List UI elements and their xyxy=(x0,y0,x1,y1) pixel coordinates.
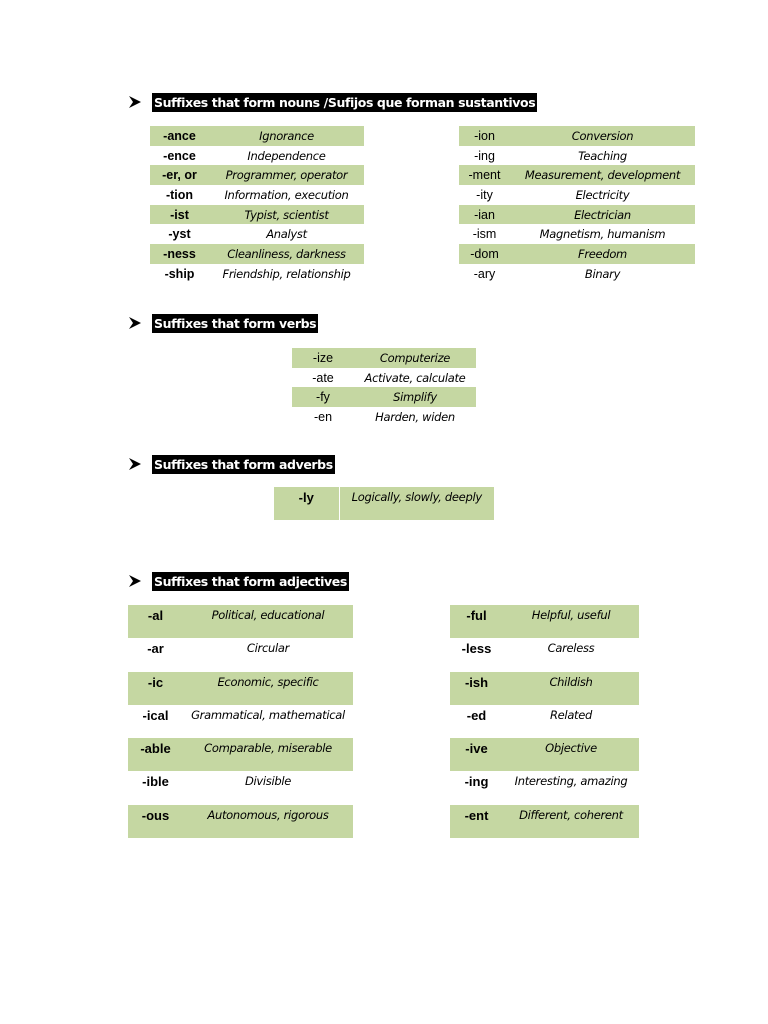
examples-cell: Freedom xyxy=(510,244,695,264)
table-row xyxy=(450,672,639,705)
suffix-cell: -less xyxy=(461,641,492,657)
examples-cell: Independence xyxy=(247,148,326,163)
suffix-cell: -ity xyxy=(476,187,493,202)
table-row xyxy=(128,805,353,838)
nouns-heading: Suffixes that form nouns /Sufijos que forman sustantivos xyxy=(154,94,536,110)
suffix-cell: -ship xyxy=(164,266,195,281)
suffix-cell: -tion xyxy=(165,187,194,202)
suffix-cell: -ness xyxy=(150,244,209,264)
table-row xyxy=(150,146,364,166)
examples-cell: Computerize xyxy=(354,348,476,368)
table-row xyxy=(459,126,695,146)
examples-cell: Magnetism, humanism xyxy=(539,227,666,242)
examples-cell: Related xyxy=(549,707,593,722)
table-row xyxy=(150,185,364,205)
table-row xyxy=(292,368,476,388)
examples-cell: Cleanliness, darkness xyxy=(209,244,364,264)
table-row xyxy=(459,264,695,284)
suffix-cell: -ing xyxy=(464,774,489,790)
nouns-left-table xyxy=(150,126,364,284)
examples-cell: Measurement, development xyxy=(510,165,695,185)
examples-cell: Teaching xyxy=(578,148,627,163)
adverbs-heading-row xyxy=(128,454,335,474)
table-row xyxy=(450,705,639,738)
verbs-table xyxy=(292,348,476,427)
examples-cell: Different, coherent xyxy=(503,805,639,838)
examples-cell: Friendship, relationship xyxy=(222,266,351,281)
suffix-cell: -ance xyxy=(150,126,209,146)
suffix-cell: -er, or xyxy=(150,165,209,185)
adjectives-heading-row xyxy=(128,571,349,591)
nouns-right-table xyxy=(459,126,695,284)
suffix-cell: -ize xyxy=(292,348,354,368)
examples-cell: Logically, slowly, deeply xyxy=(339,487,494,520)
adverbs-table xyxy=(274,487,494,520)
examples-cell: Objective xyxy=(503,738,639,771)
adjectives-right-table xyxy=(450,605,639,838)
examples-cell: Interesting, amazing xyxy=(514,774,628,789)
table-row xyxy=(459,205,695,225)
suffix-cell: -yst xyxy=(168,227,191,242)
suffix-cell: -ful xyxy=(450,605,503,638)
table-row xyxy=(128,738,353,771)
suffix-cell: -en xyxy=(313,409,333,424)
adverbs-heading: Suffixes that form adverbs xyxy=(154,456,333,472)
suffix-cell: -ist xyxy=(150,205,209,225)
suffix-cell: -fy xyxy=(292,387,354,407)
examples-cell: Simplify xyxy=(354,387,476,407)
table-row xyxy=(128,605,353,638)
suffix-cell: -ary xyxy=(473,266,496,281)
table-row xyxy=(150,126,364,146)
suffix-cell: -ment xyxy=(459,165,510,185)
suffix-cell: -ly xyxy=(274,487,339,520)
suffix-cell: -able xyxy=(128,738,183,771)
table-row xyxy=(150,205,364,225)
suffix-cell: -ian xyxy=(459,205,510,225)
examples-cell: Careless xyxy=(547,641,595,656)
table-row xyxy=(292,387,476,407)
suffix-cell: -ing xyxy=(474,148,495,163)
suffix-cell: -dom xyxy=(459,244,510,264)
table-row xyxy=(459,146,695,166)
arrowhead-bullet-icon xyxy=(128,95,142,109)
examples-cell: Political, educational xyxy=(183,605,353,638)
adjectives-left-table xyxy=(128,605,353,838)
examples-cell: Childish xyxy=(503,672,639,705)
table-row xyxy=(150,224,364,244)
suffix-cell: -ive xyxy=(450,738,503,771)
table-row xyxy=(128,638,353,671)
adjectives-heading: Suffixes that form adjectives xyxy=(154,573,347,589)
table-row xyxy=(128,672,353,705)
suffix-cell: -ar xyxy=(147,641,164,657)
examples-cell: Helpful, useful xyxy=(503,605,639,638)
examples-cell: Activate, calculate xyxy=(364,370,466,385)
examples-cell: Ignorance xyxy=(209,126,364,146)
examples-cell: Information, execution xyxy=(224,187,349,202)
suffix-cell: -ed xyxy=(466,707,487,723)
examples-cell: Programmer, operator xyxy=(209,165,364,185)
table-row xyxy=(150,165,364,185)
table-row xyxy=(292,348,476,368)
examples-cell: Economic, specific xyxy=(183,672,353,705)
table-row xyxy=(128,705,353,738)
examples-cell: Autonomous, rigorous xyxy=(183,805,353,838)
examples-cell: Electrician xyxy=(510,205,695,225)
arrowhead-bullet-icon xyxy=(128,457,142,471)
table-row xyxy=(459,165,695,185)
suffix-cell: -ish xyxy=(450,672,503,705)
table-row xyxy=(450,638,639,671)
table-row xyxy=(450,738,639,771)
table-row xyxy=(150,264,364,284)
verbs-heading-row xyxy=(128,313,318,333)
suffix-cell: -ous xyxy=(128,805,183,838)
suffix-cell: -al xyxy=(128,605,183,638)
suffix-cell: -ate xyxy=(312,370,334,385)
suffix-cell: -ible xyxy=(142,774,169,790)
suffix-cell: -ion xyxy=(459,126,510,146)
table-row xyxy=(459,185,695,205)
arrowhead-bullet-icon xyxy=(128,574,142,588)
examples-cell: Divisible xyxy=(244,774,292,789)
table-row xyxy=(150,244,364,264)
examples-cell: Harden, widen xyxy=(375,409,455,424)
table-row xyxy=(459,244,695,264)
examples-cell: Analyst xyxy=(266,227,307,242)
table-row xyxy=(450,605,639,638)
examples-cell: Binary xyxy=(584,266,621,281)
examples-cell: Comparable, miserable xyxy=(183,738,353,771)
table-row xyxy=(292,407,476,427)
suffix-cell: -ence xyxy=(163,148,196,163)
suffix-cell: -ical xyxy=(142,707,169,723)
table-row xyxy=(274,487,494,520)
examples-cell: Conversion xyxy=(510,126,695,146)
table-row xyxy=(128,771,353,804)
table-row xyxy=(450,771,639,804)
examples-cell: Grammatical, mathematical xyxy=(191,707,345,722)
nouns-heading-row xyxy=(128,92,537,112)
suffix-cell: -ism xyxy=(472,227,497,242)
verbs-heading: Suffixes that form verbs xyxy=(154,315,317,331)
examples-cell: Circular xyxy=(246,641,290,656)
suffix-cell: -ic xyxy=(128,672,183,705)
examples-cell: Electricity xyxy=(575,187,630,202)
table-row xyxy=(450,805,639,838)
examples-cell: Typist, scientist xyxy=(209,205,364,225)
table-row xyxy=(459,224,695,244)
arrowhead-bullet-icon xyxy=(128,316,142,330)
suffix-cell: -ent xyxy=(450,805,503,838)
